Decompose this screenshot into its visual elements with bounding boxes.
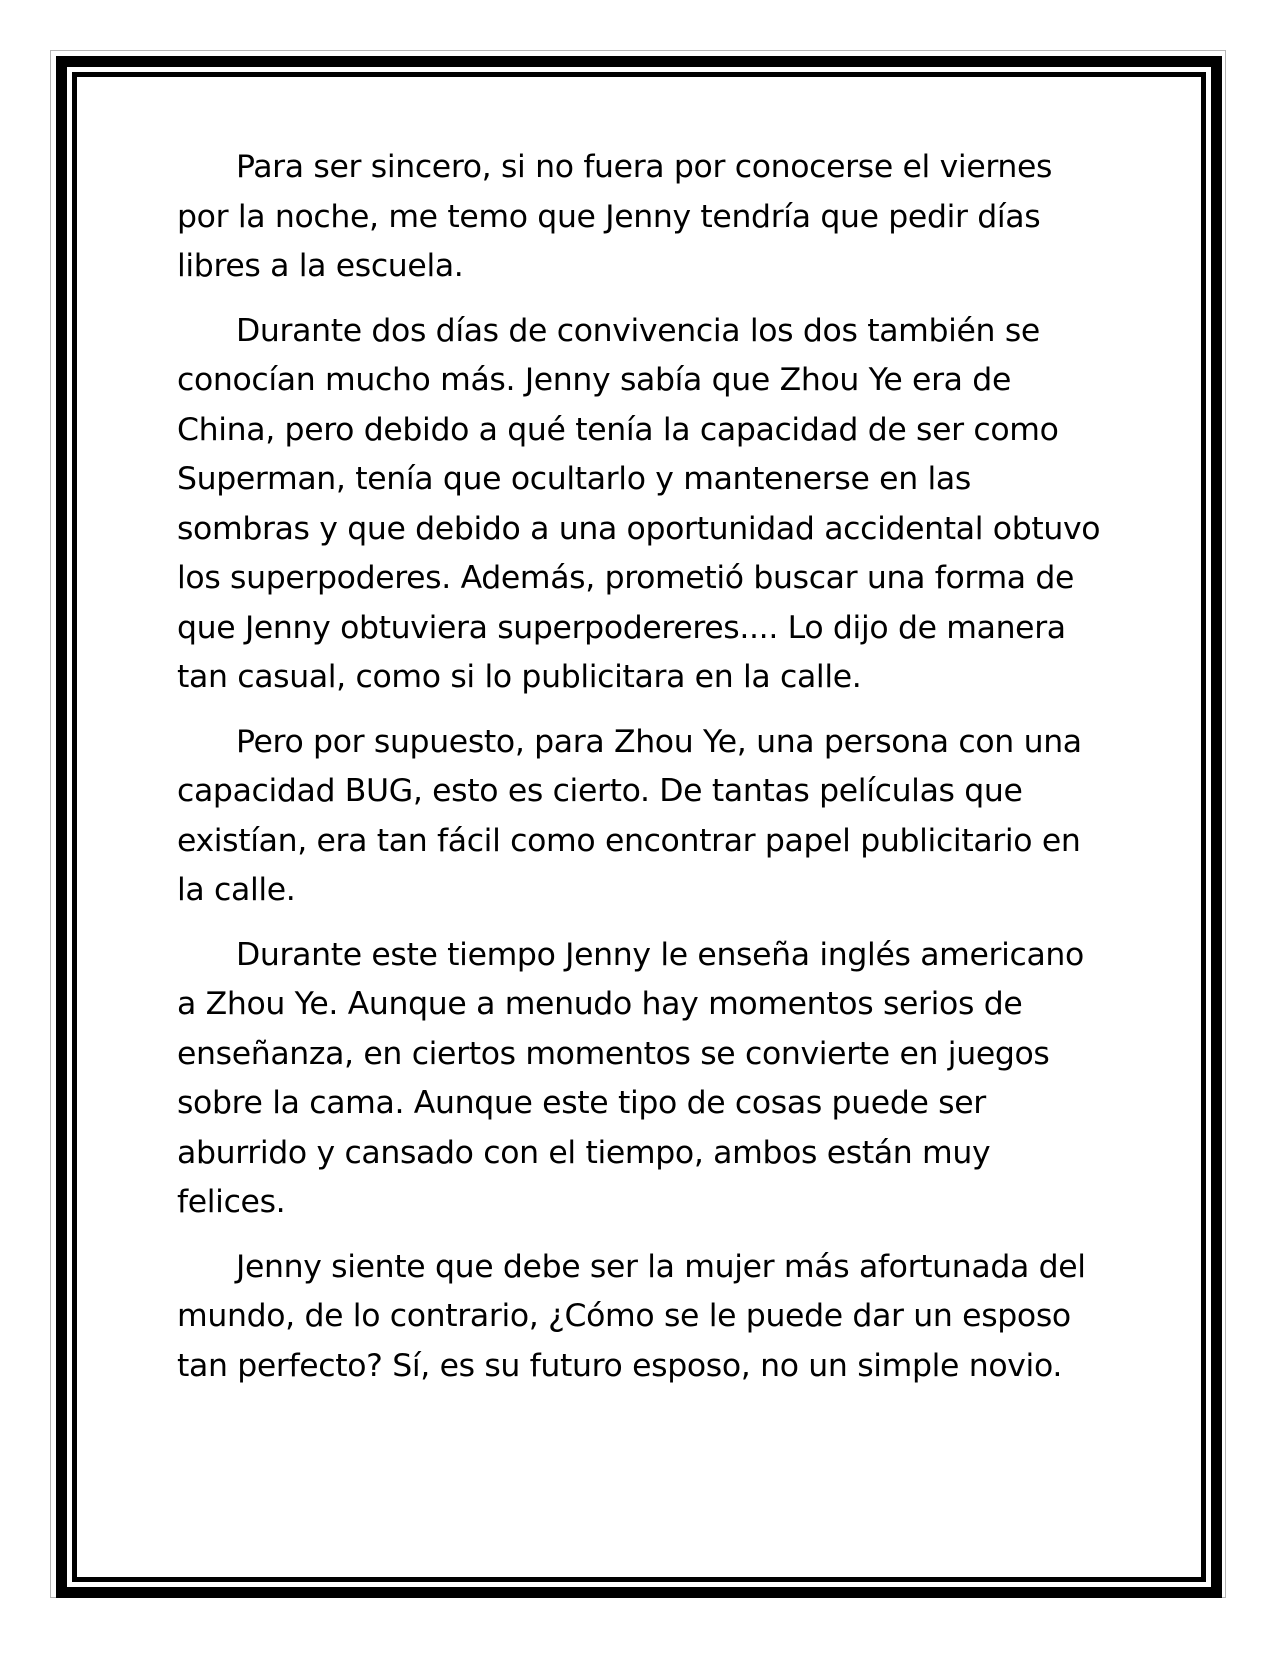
paragraph-5: Jenny siente que debe ser la mujer más afortunada del mundo, de lo contrario, ¿Cómo se le puede dar un esposo tan perfecto? Sí, es su futuro esposo, no un simple novio.: [177, 1248, 1086, 1384]
paragraph-2: Durante dos días de convivencia los dos también se conocían mucho más. Jenny sabía que Zhou Ye era de China, pero debido a qué tenía la capacidad de ser como Superman, tenía que ocultarlo y mantenerse en las sombras y que debido a una oportunidad accidental obtuvo los superpoderes. Además, prometió buscar una forma de que Jenny obtuviera superpodereres.... Lo dijo de manera tan casual, como si lo publicitara en la calle.: [177, 312, 1101, 695]
page-text-body: [177, 143, 1107, 1406]
paragraph-1: Para ser sincero, si no fuera por conocerse el viernes por la noche, me temo que Jenny tendría que pedir días libres a la escuela.: [177, 149, 1053, 284]
paragraph-3: Pero por supuesto, para Zhou Ye, una persona con una capacidad BUG, esto es cierto. De tantas películas que existían, era tan fácil como encontrar papel publicitario en la calle.: [177, 723, 1082, 908]
paragraph-4: Durante este tiempo Jenny le enseña inglés americano a Zhou Ye. Aunque a menudo hay momentos serios de enseñanza, en ciertos momentos se convierte en juegos sobre la cama. Aunque este tipo de cosas puede ser aburrido y cansado con el tiempo, ambos están muy felices.: [177, 936, 1084, 1220]
